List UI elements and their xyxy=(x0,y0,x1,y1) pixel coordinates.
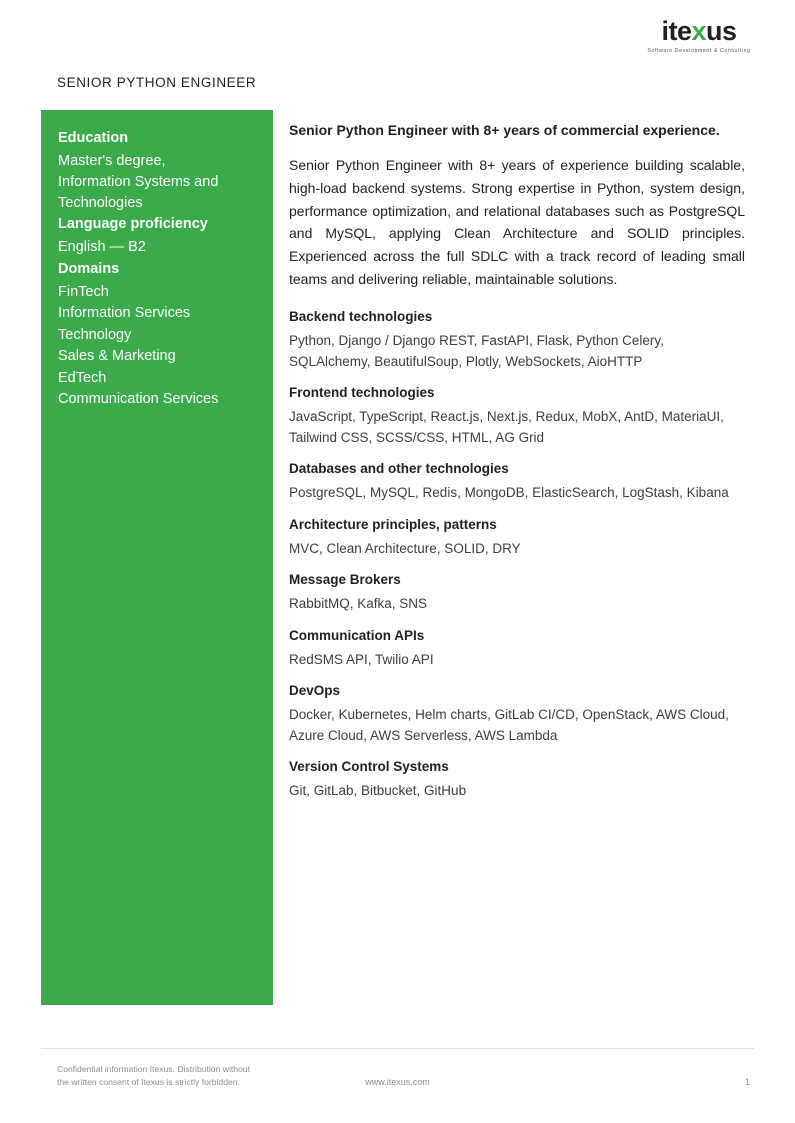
sidebar-item-edtech: EdTech xyxy=(58,369,107,386)
sidebar-heading-domains: Domains xyxy=(58,260,120,277)
section-heading-architecture: Architecture principles, patterns xyxy=(289,516,497,532)
skill-section xyxy=(289,517,745,560)
section-body-message-brokers: RabbitMQ, Kafka, SNS xyxy=(289,596,428,612)
section-heading-version-control: Version Control Systems xyxy=(289,759,449,775)
sidebar-item-fintech: FinTech xyxy=(58,283,109,300)
professional-summary: Senior Python Engineer with 8+ years of experience building scalable, high-load backend systems. Strong expertise in Python, system design, performance optimization, and relational databases such as PostgreSQL and MySQL, applying Clean Architecture and SOLID principles. Experienced across the full SDLC with a track record of leading small teams and delivering reliable, maintainable solutions. xyxy=(289,157,745,287)
sidebar-block-language xyxy=(58,214,255,257)
skill-section xyxy=(289,628,745,671)
section-body-devops: Docker, Kubernetes, Helm charts, GitLab CI/CD, OpenStack, AWS Cloud, Azure Cloud, AWS Serverless, AWS Lambda xyxy=(289,707,729,743)
logo-text-after: us xyxy=(706,16,737,46)
section-body-version-control: Git, GitLab, Bitbucket, GitHub xyxy=(289,783,467,799)
logo-wordmark xyxy=(661,18,736,45)
footer-divider xyxy=(41,1048,754,1049)
sidebar-item-information-services: Information Services xyxy=(58,305,191,322)
sidebar xyxy=(41,110,273,1005)
page-footer xyxy=(41,1063,754,1103)
section-body-databases: PostgreSQL, MySQL, Redis, MongoDB, ElasticSearch, LogStash, Kibana xyxy=(289,485,729,501)
sidebar-item-english: English — B2 xyxy=(58,239,146,256)
sidebar-heading-language: Language proficiency xyxy=(58,216,208,233)
skill-section xyxy=(289,309,745,372)
section-heading-frontend: Frontend technologies xyxy=(289,385,435,401)
footer-disclaimer-line2: the written consent of Itexus is strictly forbidden. xyxy=(57,1076,240,1087)
sidebar-heading-education: Education xyxy=(58,130,129,146)
section-body-communication-apis: RedSMS API, Twilio API xyxy=(289,651,434,667)
sidebar-item-degree: Master's degree, xyxy=(58,152,166,169)
section-body-frontend: JavaScript, TypeScript, React.js, Next.js, Redux, MobX, AntD, MateriaUI, Tailwind CSS, SCSS/CSS, HTML, AG Grid xyxy=(289,409,724,445)
skill-section xyxy=(289,461,745,504)
section-heading-databases: Databases and other technologies xyxy=(289,461,509,477)
page-title: SENIOR PYTHON ENGINEER xyxy=(57,75,257,90)
itexus-logo xyxy=(639,18,759,54)
skill-section xyxy=(289,683,745,746)
footer-disclaimer-line1: Confidential information Itexus. Distribution without xyxy=(57,1064,250,1074)
sidebar-item-sales-marketing: Sales & Marketing xyxy=(58,348,176,365)
section-heading-communication-apis: Communication APIs xyxy=(289,627,425,643)
section-body-architecture: MVC, Clean Architecture, SOLID, DRY xyxy=(289,540,521,556)
sidebar-item-communication-services: Communication Services xyxy=(58,391,219,408)
logo-text-before: ite xyxy=(661,16,692,46)
skill-section xyxy=(289,572,745,615)
section-body-backend: Python, Django / Django REST, FastAPI, Flask, Python Celery, SQLAlchemy, BeautifulSoup, Plotly, WebSockets, AioHTTP xyxy=(289,333,664,369)
skill-section xyxy=(289,385,745,448)
sidebar-item-technology: Technology xyxy=(58,326,132,343)
section-heading-devops: DevOps xyxy=(289,683,341,699)
sidebar-block-domains xyxy=(58,259,255,410)
footer-page-number: 1 xyxy=(744,1077,750,1087)
section-heading-message-brokers: Message Brokers xyxy=(289,572,401,588)
footer-website[interactable]: www.itexus.com xyxy=(365,1077,430,1087)
logo-x-icon: x xyxy=(691,16,707,46)
section-heading-backend: Backend technologies xyxy=(289,309,433,325)
lead-statement: Senior Python Engineer with 8+ years of commercial experience. xyxy=(289,122,720,138)
logo-tagline: Software Development & Consulting xyxy=(647,48,751,54)
sidebar-item-field: Information Systems and Technologies xyxy=(58,174,219,211)
main-content xyxy=(289,120,745,815)
skill-section xyxy=(289,759,745,802)
sidebar-block-education xyxy=(58,128,255,213)
